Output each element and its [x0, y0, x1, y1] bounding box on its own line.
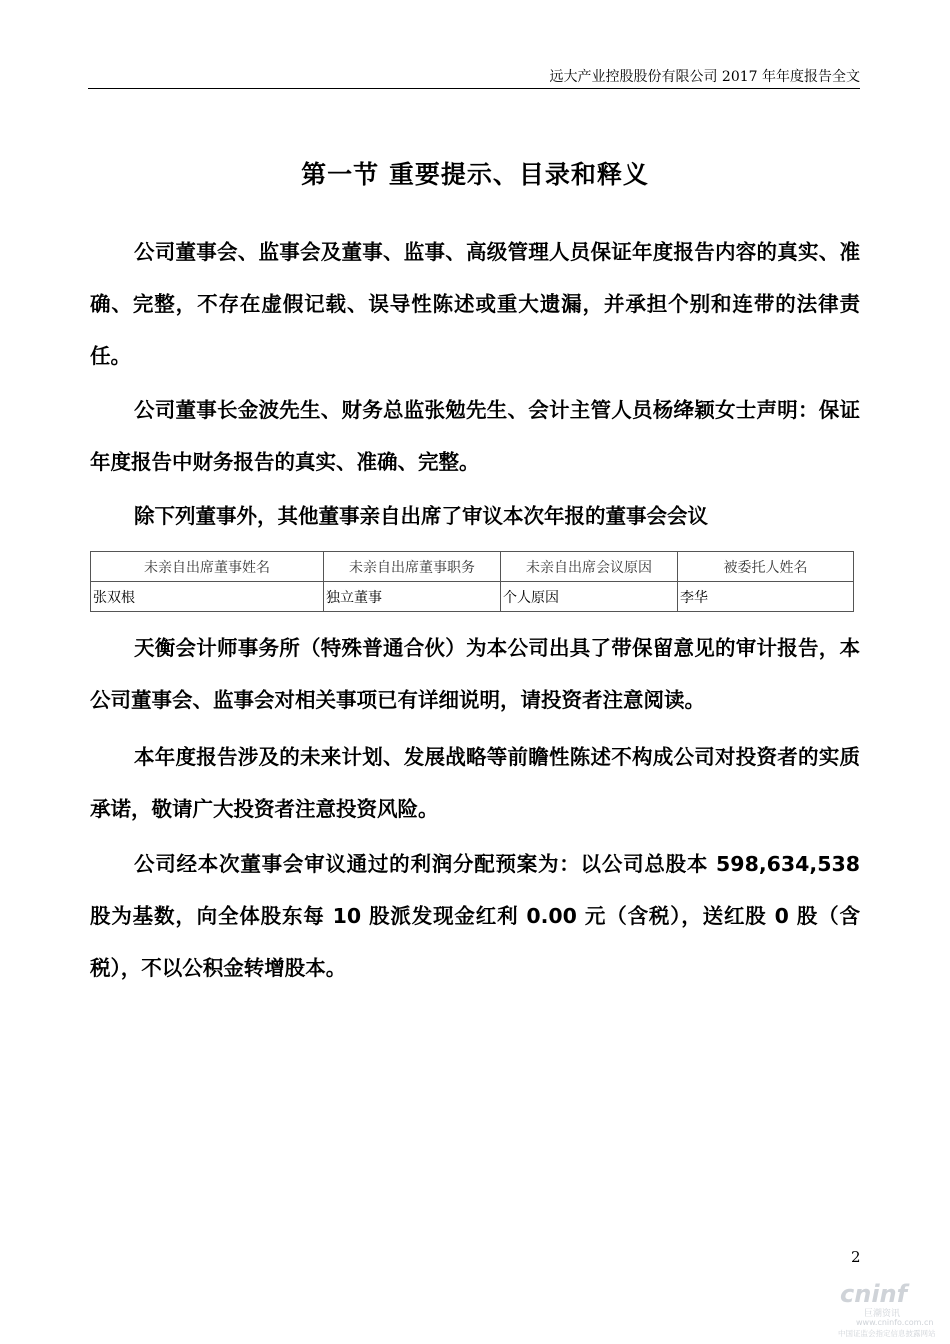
- cninfo-brand: cninf: [840, 1280, 908, 1308]
- table-header-row: [91, 552, 854, 582]
- paragraph-profit-distribution: 公司经本次董事会审议通过的利润分配预案为：以公司总股本 598,634,538 股为基数，向全体股东每 10 股派发现金红利 0.00 元（含税），送红股 0 股（含税），不以公积金转增股本。: [90, 852, 860, 980]
- table-header-cell: 未亲自出席董事姓名: [91, 552, 324, 582]
- table-header-cell: 未亲自出席董事职务: [324, 552, 501, 582]
- table-cell: 独立董事: [324, 582, 501, 612]
- table-cell: 个人原因: [501, 582, 678, 612]
- table-cell: 李华: [678, 582, 854, 612]
- paragraph-board-guarantee: 公司董事会、监事会及董事、监事、高级管理人员保证年度报告内容的真实、准确、完整，不存在虚假记载、误导性陈述或重大遗漏，并承担个别和连带的法律责任。: [90, 240, 860, 368]
- cninfo-name: 巨潮资讯: [864, 1309, 901, 1319]
- cninfo-url: www.cninfo.com.cn: [856, 1318, 934, 1327]
- page-number: 2: [851, 1248, 861, 1266]
- table-header-cell: 被委托人姓名: [678, 552, 854, 582]
- cninfo-tagline: 中国证监会指定信息披露网站: [838, 1329, 936, 1338]
- header-title: 远大产业控股股份有限公司 2017 年年度报告全文: [549, 69, 860, 85]
- table-header-cell: 未亲自出席会议原因: [501, 552, 678, 582]
- paragraph-audit-opinion: 天衡会计师事务所（特殊普通合伙）为本公司出具了带保留意见的审计报告，本公司董事会、监事会对相关事项已有详细说明，请投资者注意阅读。: [90, 636, 860, 712]
- absent-directors-table: [90, 551, 854, 612]
- table-cell: 张双根: [91, 582, 324, 612]
- paragraph-officer-statement: 公司董事长金波先生、财务总监张勉先生、会计主管人员杨绛颖女士声明：保证年度报告中财务报告的真实、准确、完整。: [90, 398, 860, 474]
- table-row: [91, 582, 854, 612]
- section-title: 第一节 重要提示、目录和释义: [301, 160, 649, 189]
- paragraph-attendance: 除下列董事外，其他董事亲自出席了审议本次年报的董事会会议: [134, 504, 708, 528]
- cninfo-watermark-logo: [828, 1280, 938, 1340]
- paragraph-forward-looking: 本年度报告涉及的未来计划、发展战略等前瞻性陈述不构成公司对投资者的实质承诺，敬请广大投资者注意投资风险。: [90, 745, 860, 821]
- page-header: [88, 64, 860, 89]
